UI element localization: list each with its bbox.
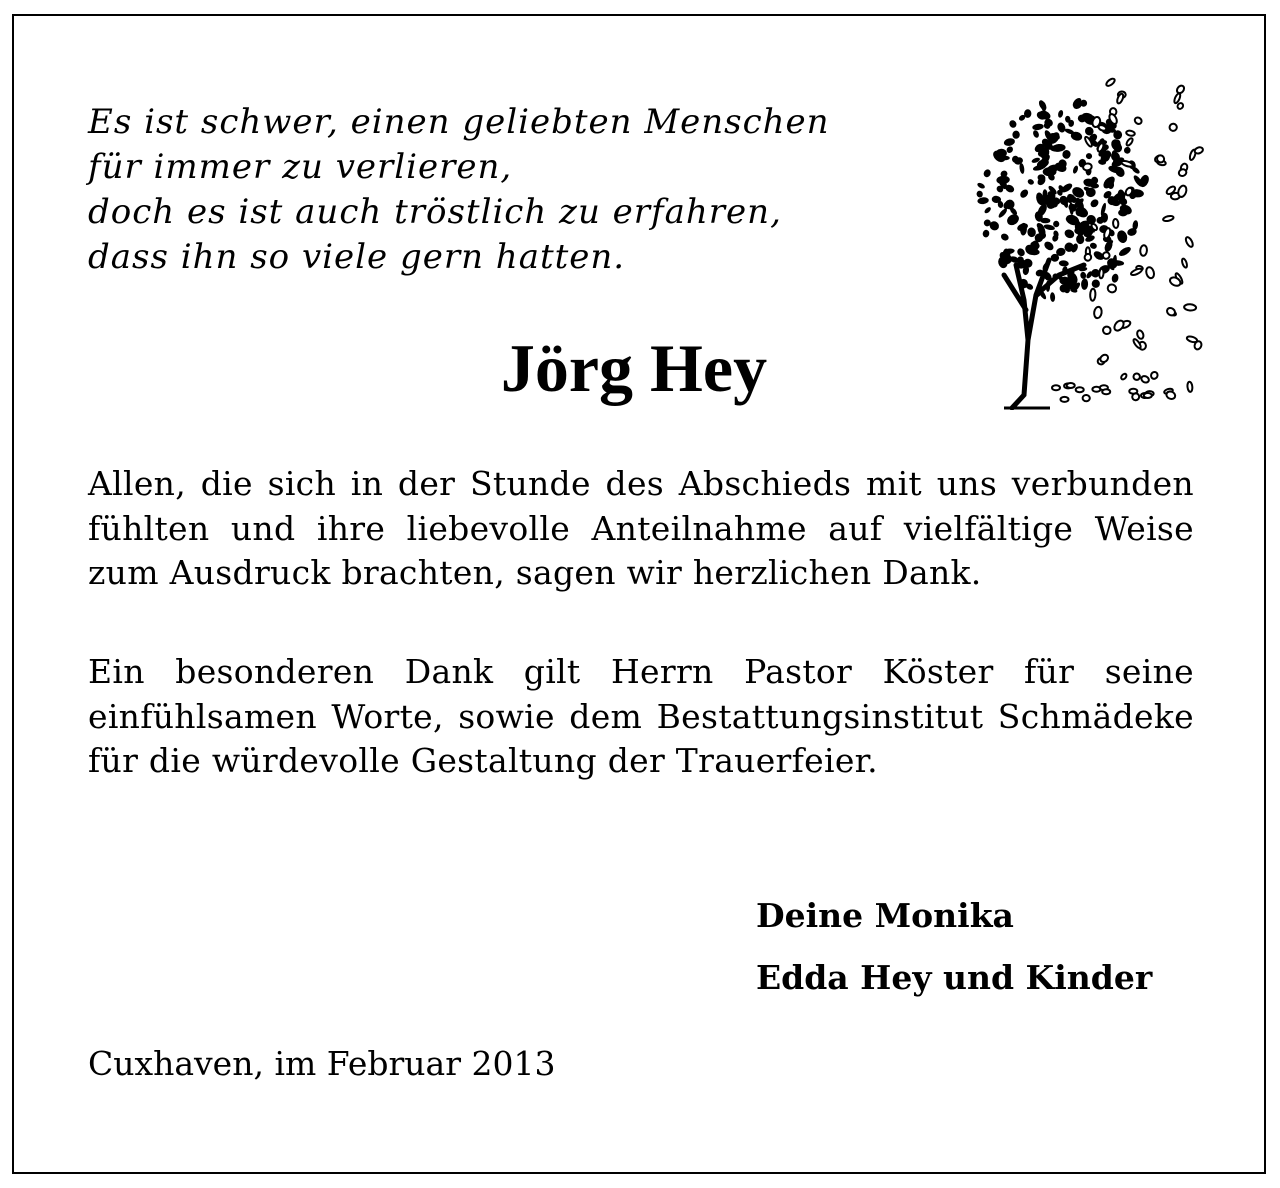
special-thanks-paragraph: Ein besonderen Dank gilt Herrn Pastor Köster für seine einfühlsamen Worte, sowie dem Bestattungsinstitut Schmädeke für die würdevolle Gestaltung der Trauerfeier.	[88, 652, 1194, 780]
deceased-name: Jörg Hey	[500, 330, 768, 406]
signature-line: Deine Monika	[756, 896, 1014, 935]
motto-line: dass ihn so viele gern hatten.	[88, 237, 626, 277]
motto-line: Es ist schwer, einen geliebten Menschen	[88, 102, 830, 142]
motto-verse	[88, 100, 948, 280]
tree-with-falling-leaves-icon	[954, 60, 1204, 410]
motto-line: für immer zu verlieren,	[88, 147, 513, 187]
place-and-date: Cuxhaven, im Februar 2013	[88, 1044, 556, 1083]
thanks-paragraph: Allen, die sich in der Stunde des Abschieds mit uns verbunden fühlten und ihre liebevolle Anteilnahme auf vielfältige Weise zum Ausdruck brachten, sagen wir herzlichen Dank.	[88, 464, 1194, 592]
notice-frame	[12, 14, 1266, 1174]
signature-line: Edda Hey und Kinder	[756, 958, 1153, 997]
motto-line: doch es ist auch tröstlich zu erfahren,	[88, 192, 782, 232]
